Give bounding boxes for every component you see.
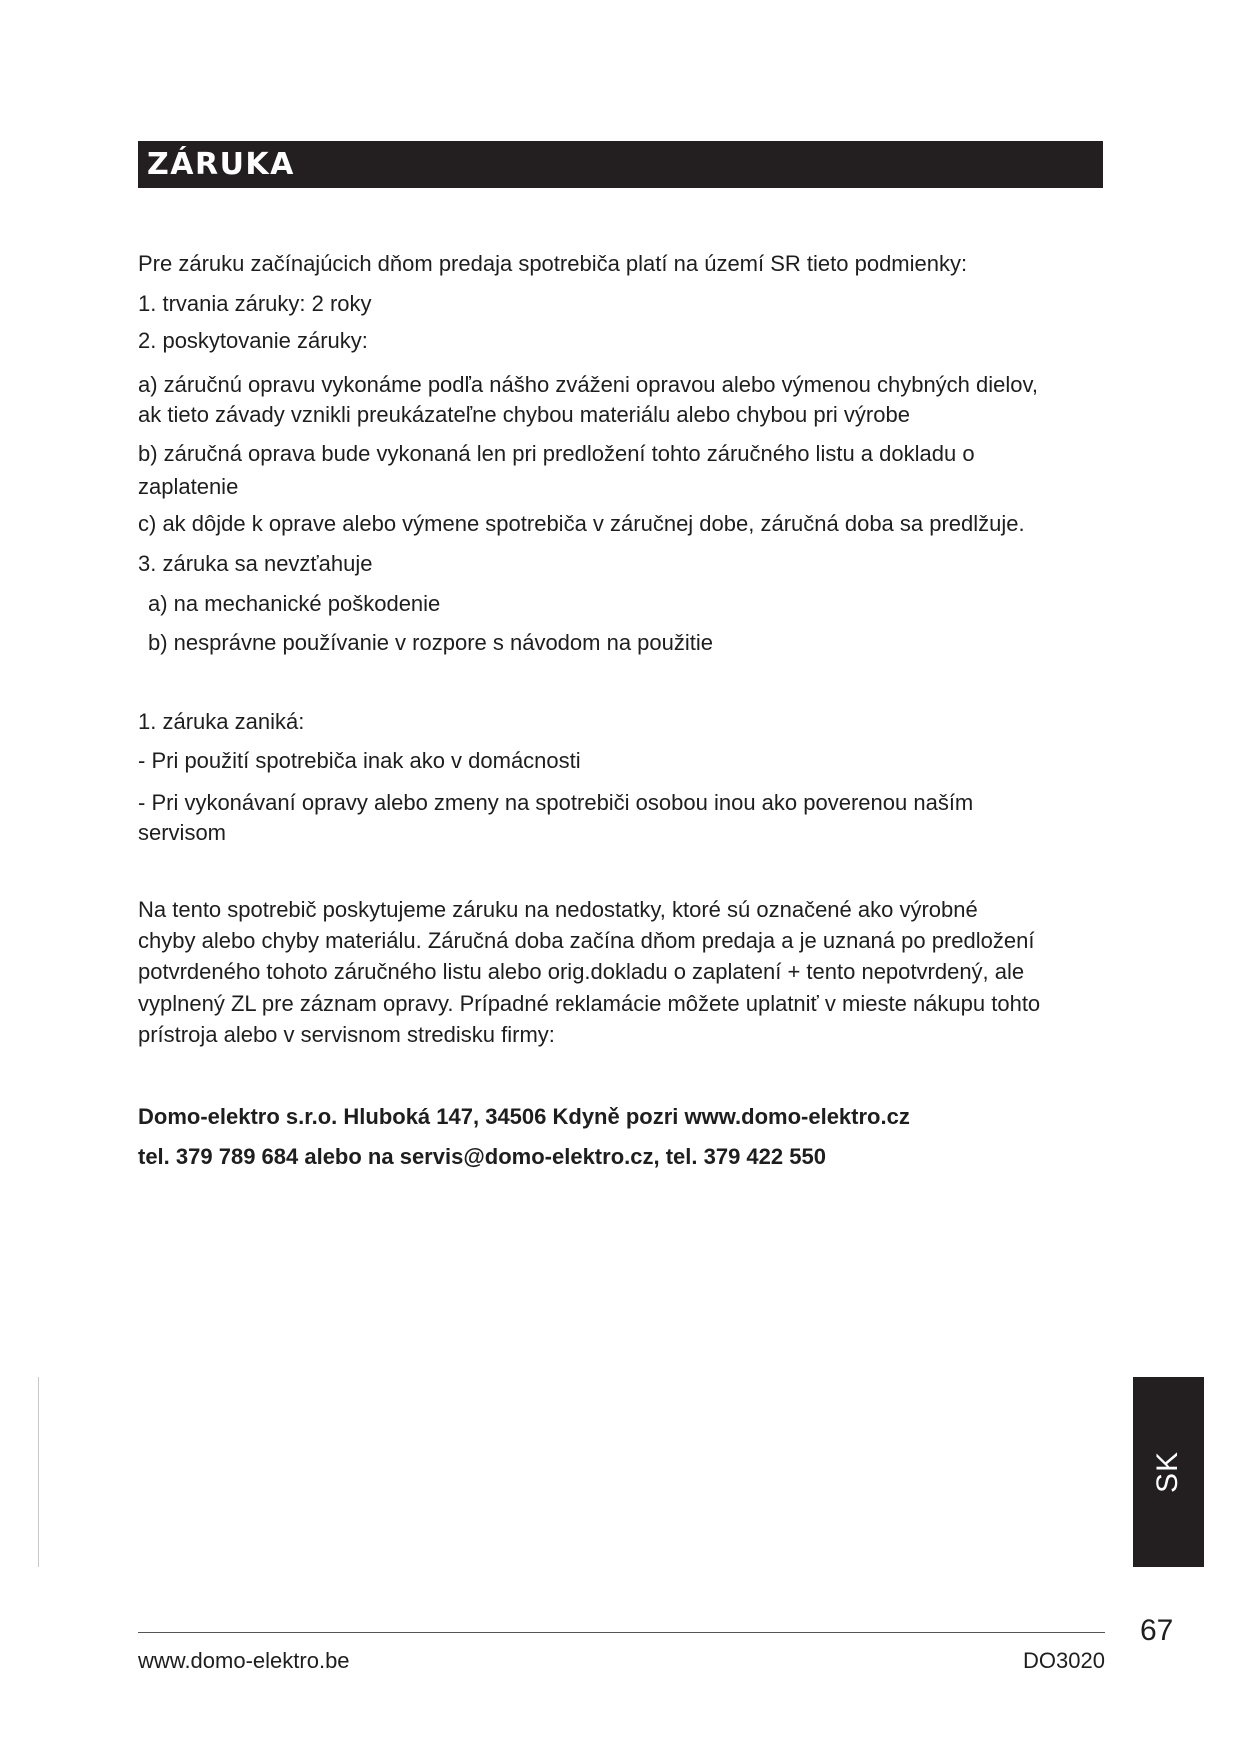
footer-website: www.domo-elektro.be: [138, 1648, 350, 1673]
list-item: a) na mechanické poškodenie: [148, 591, 441, 616]
margin-rule: [38, 1377, 39, 1567]
language-label: SK: [1151, 1450, 1185, 1494]
warranty-paragraph: chyby alebo chyby materiálu. Záručná doba začína dňom predaja a je uznaná po predložení: [138, 928, 1035, 953]
expiry-heading: 1. záruka zaniká:: [138, 709, 305, 734]
warranty-paragraph: potvrdeného tohoto záručného listu alebo orig.dokladu o zaplatení + tento nepotvrdený, ale: [138, 959, 1025, 984]
contact-address: Domo-elektro s.r.o. Hluboká 147, 34506 Kdyně pozri www.domo-elektro.cz: [138, 1104, 910, 1129]
warranty-paragraph: Na tento spotrebič poskytujeme záruku na nedostatky, ktoré sú označené ako výrobné: [138, 897, 978, 922]
section-title-bar: [138, 141, 1103, 188]
contact-phone: tel. 379 789 684 alebo na servis@domo-elektro.cz, tel. 379 422 550: [138, 1144, 826, 1169]
footer-model: DO3020: [1023, 1648, 1105, 1673]
list-item: zaplatenie: [138, 474, 239, 499]
list-item: servisom: [138, 820, 227, 845]
warranty-paragraph: vyplnený ZL pre záznam opravy. Prípadné reklamácie môžete uplatniť v mieste nákupu tohto: [138, 991, 1041, 1016]
list-item: 2. poskytovanie záruky:: [138, 328, 368, 353]
list-item: - Pri vykonávaní opravy alebo zmeny na spotrebiči osobou inou ako poverenou naším: [138, 790, 974, 815]
page-title: ZÁRUKA: [147, 147, 295, 182]
list-item: c) ak dôjde k oprave alebo výmene spotrebiča v záručnej dobe, záručná doba sa predlžuje.: [138, 511, 1025, 536]
language-tab: [1133, 1377, 1204, 1567]
list-item: ak tieto závady vznikli preukázateľne chybou materiálu alebo chybou pri výrobe: [138, 402, 910, 427]
warranty-paragraph: prístroja alebo v servisnom stredisku firmy:: [138, 1022, 555, 1047]
page-number: 67: [1140, 1614, 1174, 1647]
list-item: - Pri použití spotrebiča inak ako v domácnosti: [138, 748, 581, 773]
list-item: b) nesprávne používanie v rozpore s návodom na použitie: [148, 630, 714, 655]
intro-text: Pre záruku začínajúcich dňom predaja spotrebiča platí na území SR tieto podmienky:: [138, 251, 968, 276]
list-item: 1. trvania záruky: 2 roky: [138, 291, 372, 316]
footer-divider: [138, 1632, 1105, 1633]
list-item: a) záručnú opravu vykonáme podľa nášho zváženi opravou alebo výmenou chybných dielov,: [138, 372, 1038, 397]
list-item: b) záručná oprava bude vykonaná len pri predložení tohto záručného listu a dokladu o: [138, 441, 975, 466]
list-item: 3. záruka sa nevzťahuje: [138, 551, 373, 576]
